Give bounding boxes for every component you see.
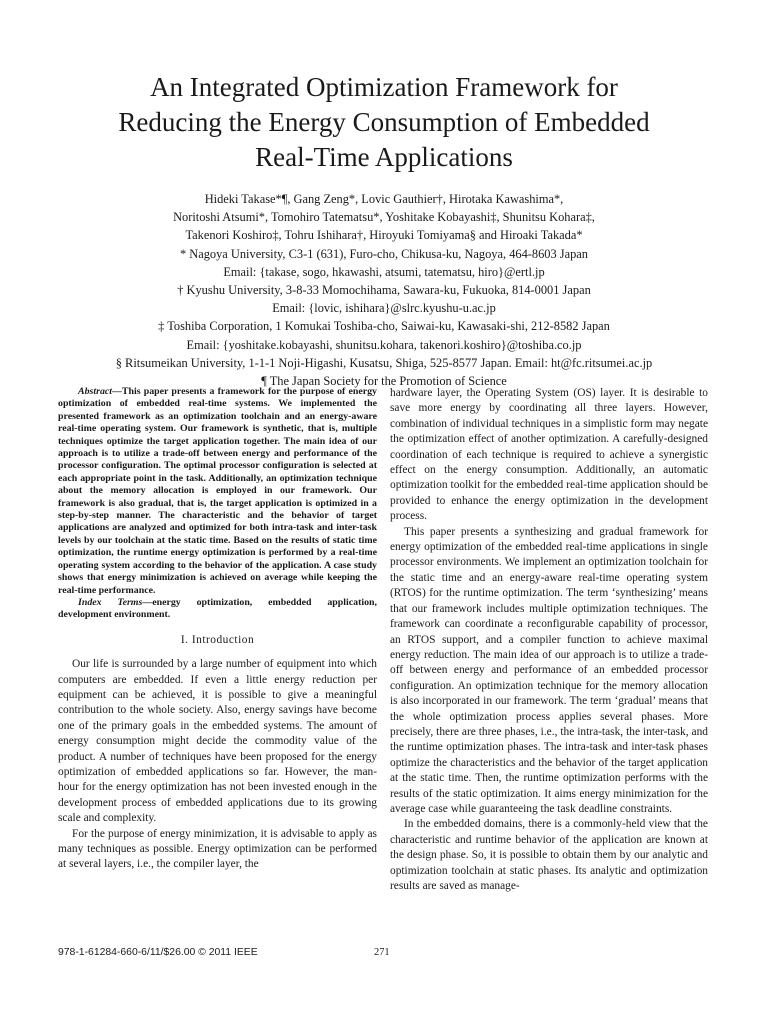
affiliation-line: § Ritsumeikan University, 1-1-1 Noji-Higashi, Kusatsu, Shiga, 525-8577 Japan. Email: ht@fc.ritsumei.ac.jp (115, 355, 653, 370)
index-terms-label: Index Terms— (78, 596, 153, 608)
footer-isbn: 978-1-61284-660-6/11/$26.00 © 2011 IEEE (58, 947, 258, 958)
email-line: Email: {lovic, ishihara}@slrc.kyushu-u.ac.jp (272, 301, 496, 316)
author-line: Takenori Koshiro‡, Tohru Ishihara†, Hiroyuki Tomiyama§ and Hiroaki Takada* (185, 228, 583, 243)
affiliation-line: ¶ The Japan Society for the Promotion of Science (261, 374, 507, 389)
index-terms-text: energy optimization, embedded application, development environment. (58, 596, 378, 621)
body-paragraph: For the purpose of energy minimization, it is advisable to apply as many techniques as possible. Energy optimization can be performed at several layers, i.e., the compiler layer, the (58, 827, 377, 871)
body-paragraph: This paper presents a synthesizing and gradual framework for energy optimization of the embedded real-time applications in single processor environments. We implement an optimization toolchain for the static time and an energy-aware real-time operating system (RTOS) for the runtime optimization. The term ‘synthesizing’ means that our framework includes multiple optimization techniques. The framework can coordinate a reconfigurable capability of processor, an RTOS support, and a compiler function to achieve maximal energy reduction. The main idea of our approach is to utilize a trade-off between energy and performance of an embedded processor configuration. An optimization technique for the memory allocation is also incorporated in our framework. The term ‘gradual’ means that the whole optimization process applies several phases. More precisely, there are three phases, i.e., the intra-task, the inter-task, and the runtime optimization phases. The intra-task and inter-task phases optimize the characteristics and the behavior of the target application at the static time. Then, the runtime optimization performs with the results of the static optimization. It aims energy minimization for the average case while guaranteeing the task deadline constraints. (390, 525, 708, 815)
title-line: Real-Time Applications (255, 142, 513, 172)
body-paragraph: hardware layer, the Operating System (OS) layer. It is desirable to save more energy by coordinating all three layers. However, combination of individual techniques in a simplistic form may negate the optimization effect of another optimization. A carefully-designed coordination of each technique is required to achieve a synergistic effect on the energy consumption. Additionally, an automatic optimization toolkit for the embedded real-time application should be provided to enhance the energy optimization in the development process. (390, 387, 708, 523)
abstract (58, 386, 377, 597)
body-paragraph: Our life is surrounded by a large number of equipment into which computers are embedded. If even a little energy reduction per equipment can be achieved, it is possible to give a meaningful contribution to the whole society. Also, energy savings have become one of the primary goals in the embedded systems. The amount of energy consumption might decide the commodity value of the product. A number of techniques have been proposed for the energy optimization of embedded applications so far. However, the man-hour for the energy optimization has not been invested enough in the development process of embedded applications due to its growing scale and complexity. (58, 658, 377, 825)
affiliation-line: * Nagoya University, C3-1 (631), Furo-cho, Chikusa-ku, Nagoya, 464-8603 Japan (179, 246, 588, 261)
affiliation-line: ‡ Toshiba Corporation, 1 Komukai Toshiba-cho, Saiwai-ku, Kawasaki-shi, 212-8582 Japan (158, 319, 610, 334)
index-terms (58, 597, 377, 622)
abstract-label: Abstract— (78, 386, 122, 397)
section-heading: I. Introduction (180, 633, 255, 646)
body-paragraph: In the embedded domains, there is a commonly-held view that the characteristic and runtime behavior of the application are known at the design phase. So, it is possible to obtain them by our analytic and optimization toolchain at static phases. Its analytic and optimization results are saved as manage- (390, 818, 708, 892)
author-line: Hideki Takase*¶, Gang Zeng*, Lovic Gauthier†, Hirotaka Kawashima*, (204, 192, 564, 206)
email-line: Email: {yoshitake.kobayashi, shunitsu.kohara, takenori.koshiro}@toshiba.co.jp (186, 337, 582, 352)
left-column (58, 386, 377, 873)
page-number: 271 (374, 947, 390, 958)
affiliation-line: † Kyushu University, 3-8-33 Momochihama, Sawara-ku, Fukuoka, 814-0001 Japan (177, 283, 591, 298)
right-column (390, 386, 708, 894)
paper-title (40, 70, 728, 175)
author-line: Noritoshi Atsumi*, Tomohiro Tatematsu*, Yoshitake Kobayashi‡, Shunitsu Kohara‡, (173, 210, 595, 225)
email-line: Email: {takase, sogo, hkawashi, atsumi, tatematsu, hiro}@ertl.jp (223, 264, 545, 279)
author-block (40, 190, 728, 390)
title-line: An Integrated Optimization Framework for (150, 72, 618, 102)
abstract-text: This paper presents a framework for the purpose of energy optimization of embedded real-time systems. We implemented the presented framework as an optimization toolchain and an energy-aware real-time operating system. Our framework is synthetic, that is, multiple techniques optimize the target application together. The main idea of our approach is to utilize a trade-off between energy and performance of the processor configuration. The optimal processor configuration is selected at each appropriate point in the task. Additionally, an optimization technique about the memory allocation is employed in our framework. Our framework is also gradual, that is, the target application is optimized in a step-by-step manner. The characteristic and the behavior of target applications are analyzed and optimized for both intra-task and inter-task levels by our toolchain at the static time. Based on the results of static time optimization, the runtime energy optimization is performed by a real-time operating system according to the behavior of the application. A case study shows that energy minimization is achieved on average while keeping the real-time performance. (58, 386, 377, 596)
title-line: Reducing the Energy Consumption of Embedded (118, 107, 650, 137)
